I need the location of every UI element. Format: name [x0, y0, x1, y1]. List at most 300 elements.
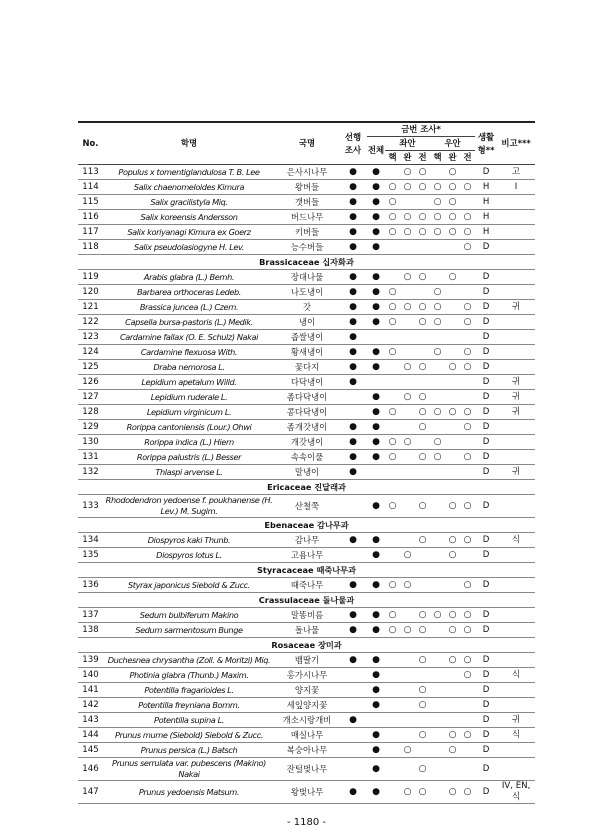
note: [497, 210, 535, 225]
mark-left-core: [385, 270, 400, 285]
korean-name: 잔털벚나무: [275, 758, 339, 781]
table-header: [78, 122, 535, 165]
mark-prior: ●: [339, 225, 367, 240]
mark-left-transition: ○: [415, 180, 430, 195]
mark-right-transition: [460, 165, 475, 180]
korean-name: 냉이: [275, 315, 339, 330]
row-number: 119: [78, 270, 103, 285]
family-name: Brassicaceae 십자화과: [78, 255, 535, 270]
mark-left-core: [385, 728, 400, 743]
mark-right-transition: [460, 390, 475, 405]
mark-total: ●: [367, 285, 385, 300]
mark-right-core: [430, 330, 445, 345]
row-number: 113: [78, 165, 103, 180]
mark-left-core: [385, 758, 400, 781]
lifeform: D: [475, 548, 497, 563]
mark-right-transition: [460, 713, 475, 728]
table-row: [78, 548, 535, 563]
mark-right-buffer: [445, 758, 460, 781]
mark-right-core: ○: [430, 450, 445, 465]
mark-right-core: ○: [430, 210, 445, 225]
note: 식: [497, 533, 535, 548]
mark-right-buffer: [445, 240, 460, 255]
mark-right-buffer: [445, 375, 460, 390]
mark-right-transition: [460, 758, 475, 781]
korean-name: 개소시랑개비: [275, 713, 339, 728]
mark-total: ●: [367, 653, 385, 668]
mark-prior: ●: [339, 623, 367, 638]
scientific-name: Salix chaenomeloides Kimura: [103, 180, 275, 195]
lifeform: H: [475, 180, 497, 195]
mark-left-transition: ○: [415, 608, 430, 623]
mark-right-buffer: [445, 315, 460, 330]
korean-name: 장대나물: [275, 270, 339, 285]
table-row: [78, 713, 535, 728]
mark-right-buffer: ○: [445, 743, 460, 758]
mark-total: ●: [367, 180, 385, 195]
note: [497, 653, 535, 668]
mark-left-buffer: [400, 698, 415, 713]
note: I: [497, 180, 535, 195]
mark-right-transition: ○: [460, 668, 475, 683]
row-number: 143: [78, 713, 103, 728]
mark-right-transition: ○: [460, 240, 475, 255]
mark-right-buffer: ○: [445, 781, 460, 804]
mark-left-buffer: ○: [400, 210, 415, 225]
mark-right-buffer: [445, 300, 460, 315]
scientific-name: Photinia glabra (Thunb.) Maxim.: [103, 668, 275, 683]
korean-name: 복숭아나무: [275, 743, 339, 758]
scientific-name: Rorippa palustris (L.) Besser: [103, 450, 275, 465]
mark-left-core: ○: [385, 210, 400, 225]
lifeform: D: [475, 728, 497, 743]
mark-left-buffer: ○: [400, 165, 415, 180]
korean-name: 속속이풀: [275, 450, 339, 465]
mark-right-core: [430, 758, 445, 781]
mark-right-core: [430, 495, 445, 518]
lifeform: D: [475, 435, 497, 450]
scientific-name: Potentilla freyniana Bornm.: [103, 698, 275, 713]
mark-right-buffer: [445, 435, 460, 450]
mark-right-core: ○: [430, 180, 445, 195]
mark-left-transition: ○: [415, 360, 430, 375]
mark-right-transition: [460, 270, 475, 285]
mark-total: ●: [367, 578, 385, 593]
korean-name: 감나무: [275, 533, 339, 548]
lifeform: D: [475, 450, 497, 465]
mark-left-transition: [415, 743, 430, 758]
mark-left-transition: ○: [415, 210, 430, 225]
family-header-row: [78, 638, 535, 653]
mark-total: ●: [367, 240, 385, 255]
row-number: 123: [78, 330, 103, 345]
row-number: 141: [78, 683, 103, 698]
note: 귀: [497, 390, 535, 405]
scientific-name: Styrax japonicus Siebold & Zucc.: [103, 578, 275, 593]
lifeform: D: [475, 240, 497, 255]
korean-name: 돌나물: [275, 623, 339, 638]
scientific-name: Potentilla supina L.: [103, 713, 275, 728]
scientific-name: Draba nemorosa L.: [103, 360, 275, 375]
scientific-name: Rorippa cantoniensis (Lour.) Ohwi: [103, 420, 275, 435]
note: 귀: [497, 375, 535, 390]
mark-right-core: [430, 578, 445, 593]
table-row: [78, 495, 535, 518]
mark-left-core: [385, 548, 400, 563]
mark-left-buffer: ○: [400, 360, 415, 375]
korean-name: 말냉이: [275, 465, 339, 480]
note: [497, 578, 535, 593]
lifeform: D: [475, 390, 497, 405]
note: [497, 435, 535, 450]
korean-name: 좀다닥냉이: [275, 390, 339, 405]
row-number: 135: [78, 548, 103, 563]
mark-right-core: [430, 533, 445, 548]
mark-right-buffer: ○: [445, 195, 460, 210]
mark-right-core: [430, 728, 445, 743]
header-right-buffer: 완: [445, 151, 460, 165]
mark-right-buffer: [445, 330, 460, 345]
mark-right-transition: ○: [460, 300, 475, 315]
mark-prior: ●: [339, 360, 367, 375]
family-name: Ebenaceae 감나무과: [78, 518, 535, 533]
row-number: 124: [78, 345, 103, 360]
mark-right-transition: ○: [460, 225, 475, 240]
mark-total: ●: [367, 698, 385, 713]
mark-prior: ●: [339, 578, 367, 593]
mark-total: ●: [367, 743, 385, 758]
mark-left-buffer: [400, 405, 415, 420]
table-row: [78, 533, 535, 548]
mark-prior: ●: [339, 345, 367, 360]
row-number: 139: [78, 653, 103, 668]
mark-right-core: ○: [430, 405, 445, 420]
mark-total: ●: [367, 495, 385, 518]
mark-left-transition: [415, 240, 430, 255]
mark-left-buffer: ○: [400, 435, 415, 450]
mark-total: ●: [367, 420, 385, 435]
scientific-name: Lepidium apetalum Willd.: [103, 375, 275, 390]
mark-total: ●: [367, 623, 385, 638]
mark-prior: ●: [339, 285, 367, 300]
mark-right-transition: [460, 465, 475, 480]
family-header-row: [78, 563, 535, 578]
row-number: 146: [78, 758, 103, 781]
page-number: - 1180 -: [286, 817, 327, 828]
mark-right-core: ○: [430, 608, 445, 623]
korean-name: 세잎양지꽃: [275, 698, 339, 713]
mark-left-transition: [415, 713, 430, 728]
lifeform: D: [475, 375, 497, 390]
mark-left-core: ○: [385, 405, 400, 420]
mark-total: ●: [367, 435, 385, 450]
mark-right-transition: [460, 330, 475, 345]
korean-name: 황새냉이: [275, 345, 339, 360]
row-number: 117: [78, 225, 103, 240]
table-row: [78, 165, 535, 180]
mark-right-transition: ○: [460, 653, 475, 668]
family-header-row: [78, 593, 535, 608]
row-number: 129: [78, 420, 103, 435]
mark-left-buffer: [400, 713, 415, 728]
scientific-name: Rhododendron yedoense f. poukhanense (H. Lev.) M. Sugim.: [103, 495, 275, 518]
mark-left-buffer: [400, 465, 415, 480]
table-row: [78, 781, 535, 804]
mark-right-transition: ○: [460, 360, 475, 375]
table-row: [78, 225, 535, 240]
mark-left-transition: ○: [415, 758, 430, 781]
mark-total: ●: [367, 195, 385, 210]
mark-right-core: [430, 781, 445, 804]
mark-total: ●: [367, 450, 385, 465]
mark-prior: ●: [339, 300, 367, 315]
mark-right-buffer: ○: [445, 180, 460, 195]
mark-prior: [339, 728, 367, 743]
note: [497, 623, 535, 638]
mark-right-buffer: [445, 285, 460, 300]
mark-left-transition: ○: [415, 533, 430, 548]
mark-left-transition: ○: [415, 315, 430, 330]
mark-total: ●: [367, 608, 385, 623]
mark-right-core: ○: [430, 225, 445, 240]
lifeform: D: [475, 698, 497, 713]
lifeform: D: [475, 285, 497, 300]
lifeform: D: [475, 165, 497, 180]
mark-prior: ●: [339, 608, 367, 623]
note: 귀: [497, 405, 535, 420]
mark-left-core: ○: [385, 195, 400, 210]
row-number: 120: [78, 285, 103, 300]
korean-name: 좁쌀냉이: [275, 330, 339, 345]
mark-prior: ●: [339, 240, 367, 255]
mark-left-transition: ○: [415, 225, 430, 240]
mark-left-buffer: [400, 495, 415, 518]
table-row: [78, 345, 535, 360]
mark-right-buffer: [445, 698, 460, 713]
mark-right-core: ○: [430, 195, 445, 210]
mark-right-core: ○: [430, 345, 445, 360]
table-row: [78, 683, 535, 698]
table-row: [78, 315, 535, 330]
table-row: [78, 420, 535, 435]
mark-right-buffer: [445, 450, 460, 465]
species-table: [78, 121, 535, 804]
note: [497, 360, 535, 375]
table-row: [78, 300, 535, 315]
korean-name: 은사시나무: [275, 165, 339, 180]
lifeform: D: [475, 608, 497, 623]
mark-total: ●: [367, 315, 385, 330]
mark-right-core: [430, 548, 445, 563]
mark-left-buffer: [400, 195, 415, 210]
mark-right-buffer: [445, 390, 460, 405]
mark-prior: ●: [339, 195, 367, 210]
note: [497, 270, 535, 285]
korean-name: 말똥비름: [275, 608, 339, 623]
table-row: [78, 405, 535, 420]
mark-right-core: [430, 698, 445, 713]
mark-left-buffer: [400, 330, 415, 345]
note: [497, 608, 535, 623]
mark-left-buffer: ○: [400, 548, 415, 563]
mark-right-core: [430, 668, 445, 683]
mark-right-buffer: ○: [445, 623, 460, 638]
mark-right-core: [430, 270, 445, 285]
note: [497, 683, 535, 698]
mark-right-buffer: [445, 578, 460, 593]
lifeform: D: [475, 405, 497, 420]
korean-name: 때죽나무: [275, 578, 339, 593]
mark-prior: ●: [339, 465, 367, 480]
mark-right-core: [430, 623, 445, 638]
scientific-name: Prunus mume (Siebold) Siebold & Zucc.: [103, 728, 275, 743]
lifeform: D: [475, 623, 497, 638]
mark-prior: ●: [339, 210, 367, 225]
header-right-bank: 우안: [430, 137, 475, 151]
scientific-name: Diospyros lotus L.: [103, 548, 275, 563]
korean-name: 꽃다지: [275, 360, 339, 375]
mark-left-core: [385, 375, 400, 390]
mark-total: ●: [367, 360, 385, 375]
row-number: 133: [78, 495, 103, 518]
mark-prior: [339, 698, 367, 713]
note: 귀: [497, 465, 535, 480]
mark-left-core: [385, 698, 400, 713]
mark-right-transition: ○: [460, 533, 475, 548]
mark-total: ●: [367, 300, 385, 315]
row-number: 147: [78, 781, 103, 804]
header-korean-name: 국명: [275, 122, 339, 165]
family-header-row: [78, 255, 535, 270]
table-row: [78, 698, 535, 713]
lifeform: D: [475, 495, 497, 518]
table-row: [78, 465, 535, 480]
family-name: Ericaceae 진달래과: [78, 480, 535, 495]
korean-name: 좀개갓냉이: [275, 420, 339, 435]
mark-left-buffer: [400, 683, 415, 698]
mark-left-core: ○: [385, 315, 400, 330]
mark-right-transition: [460, 375, 475, 390]
row-number: 131: [78, 450, 103, 465]
mark-right-transition: ○: [460, 420, 475, 435]
mark-right-buffer: ○: [445, 405, 460, 420]
korean-name: 나도냉이: [275, 285, 339, 300]
mark-right-transition: [460, 743, 475, 758]
row-number: 128: [78, 405, 103, 420]
mark-right-transition: ○: [460, 210, 475, 225]
mark-left-buffer: [400, 608, 415, 623]
header-left-transition: 전: [415, 151, 430, 165]
mark-right-buffer: ○: [445, 728, 460, 743]
row-number: 122: [78, 315, 103, 330]
lifeform: D: [475, 465, 497, 480]
scientific-name: Duchesnea chrysantha (Zoll. & Moritzi) Miq.: [103, 653, 275, 668]
header-lifeform: 생활형**: [475, 122, 497, 165]
mark-right-buffer: [445, 345, 460, 360]
mark-prior: [339, 668, 367, 683]
mark-left-transition: [415, 375, 430, 390]
mark-right-buffer: ○: [445, 225, 460, 240]
scientific-name: Arabis glabra (L.) Bernh.: [103, 270, 275, 285]
mark-total: ●: [367, 668, 385, 683]
mark-right-transition: ○: [460, 781, 475, 804]
mark-left-transition: [415, 435, 430, 450]
note: [497, 548, 535, 563]
mark-left-buffer: [400, 668, 415, 683]
korean-name: 갓: [275, 300, 339, 315]
mark-left-core: [385, 683, 400, 698]
mark-total: ●: [367, 405, 385, 420]
header-scientific-name: 학명: [103, 122, 275, 165]
mark-left-core: ○: [385, 435, 400, 450]
mark-left-core: ○: [385, 300, 400, 315]
mark-right-transition: ○: [460, 608, 475, 623]
header-left-bank: 좌안: [385, 137, 430, 151]
mark-left-core: [385, 533, 400, 548]
row-number: 118: [78, 240, 103, 255]
note: [497, 330, 535, 345]
lifeform: D: [475, 330, 497, 345]
note: [497, 195, 535, 210]
table-row: [78, 758, 535, 781]
mark-right-buffer: ○: [445, 165, 460, 180]
mark-right-buffer: [445, 683, 460, 698]
note: 식: [497, 728, 535, 743]
row-number: 136: [78, 578, 103, 593]
mark-left-core: [385, 465, 400, 480]
row-number: 114: [78, 180, 103, 195]
mark-right-buffer: ○: [445, 548, 460, 563]
mark-right-buffer: [445, 465, 460, 480]
mark-total: ●: [367, 225, 385, 240]
mark-total: [367, 330, 385, 345]
scientific-name: Lepidium virginicum L.: [103, 405, 275, 420]
korean-name: 산철쭉: [275, 495, 339, 518]
mark-right-core: ○: [430, 435, 445, 450]
mark-right-core: [430, 375, 445, 390]
mark-left-transition: [415, 330, 430, 345]
mark-right-core: [430, 165, 445, 180]
table-row: [78, 608, 535, 623]
table-row: [78, 623, 535, 638]
mark-total: ●: [367, 165, 385, 180]
mark-left-transition: ○: [415, 165, 430, 180]
row-number: 142: [78, 698, 103, 713]
row-number: 125: [78, 360, 103, 375]
note: [497, 240, 535, 255]
mark-right-core: ○: [430, 300, 445, 315]
mark-left-buffer: [400, 653, 415, 668]
mark-left-core: ○: [385, 450, 400, 465]
korean-name: 능수버들: [275, 240, 339, 255]
scientific-name: Lepidium ruderale L.: [103, 390, 275, 405]
mark-left-core: [385, 743, 400, 758]
mark-right-buffer: ○: [445, 210, 460, 225]
mark-right-core: [430, 420, 445, 435]
mark-right-core: [430, 240, 445, 255]
mark-right-transition: ○: [460, 405, 475, 420]
family-name: Crassulaceae 돌나물과: [78, 593, 535, 608]
mark-right-transition: ○: [460, 450, 475, 465]
lifeform: D: [475, 668, 497, 683]
mark-left-buffer: [400, 758, 415, 781]
mark-left-buffer: ○: [400, 781, 415, 804]
table-row: [78, 390, 535, 405]
scientific-name: Populus x tomentiglandulosa T. B. Lee: [103, 165, 275, 180]
mark-total: ●: [367, 270, 385, 285]
scientific-name: Thlaspi arvense L.: [103, 465, 275, 480]
mark-left-buffer: [400, 533, 415, 548]
